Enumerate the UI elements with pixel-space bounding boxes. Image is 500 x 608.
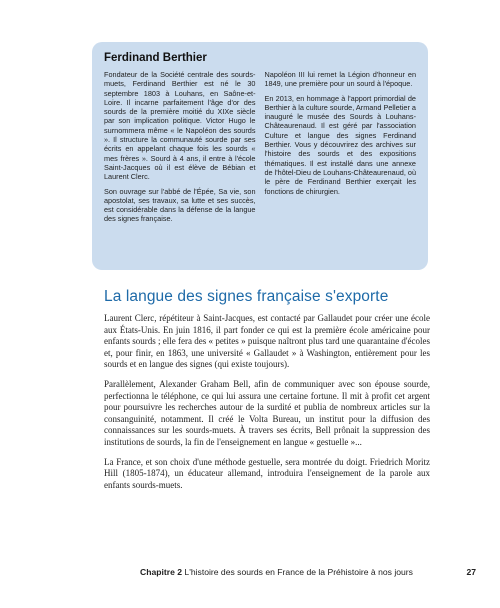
sidebar-paragraph: Fondateur de la Société centrale des sourds-muets, Ferdinand Berthier est né le 30 septembre 1803 à Louhans, en Saône-et-Loire. Il incarne parfaitement l'âge d'or des sourds de la première moitié du XIXe siècle par son implication politique. Victor Hugo le surnommera même « le Napoléon des sourds ». Il structure la communauté sourde par ses écrits en appelant chaque fois les sourds « mes frères ». Sourd à 4 ans, il entre à l'école Saint-Jacques où il est élève de Bébian et Laurent Clerc. xyxy=(104,70,256,182)
section-heading: La langue des signes française s'exporte xyxy=(104,288,389,305)
sidebar-column-left xyxy=(104,70,256,229)
body-paragraph: Laurent Clerc, répétiteur à Saint-Jacques, est contacté par Gallaudet pour créer une école aux États-Unis. En juin 1816, il part fonder ce qui est la première école américaine pour enfants sourds ; elle fera des « petites » puisque naîtront plus tard une quarantaine d'écoles et, pour finir, en 1863, une université « Gallaudet » à Washington, entièrement pour les sourds et en langue des signes (qui existe toujours). xyxy=(104,313,430,370)
page-number: 27 xyxy=(466,567,476,577)
chapter-title: L'histoire des sourds en France de la Préhistoire à nos jours xyxy=(184,567,413,577)
page-footer xyxy=(140,567,476,577)
running-footer xyxy=(140,567,413,577)
sidebar-columns xyxy=(104,70,416,229)
sidebar-title: Ferdinand Berthier xyxy=(104,52,207,64)
chapter-number: Chapitre 2 xyxy=(140,567,183,577)
sidebar-paragraph: Napoléon III lui remet la Légion d'honneur en 1849, une première pour un sourd à l'époque. xyxy=(264,70,416,89)
sidebar-column-right xyxy=(265,70,417,229)
body-paragraph: Parallèlement, Alexander Graham Bell, afin de communiquer avec son épouse sourde, perfectionna le téléphone, ce qui lui assura une certaine fortune. Il mit à profit cet argent pour poursuivre les recherches autour de la surdité et publia de nombreux articles sur la consanguinité, notamment. Il créé le Volta Bureau, un institut pour la diffusion des connaissances sur les sourds-muets. À travers ses écrits, Bell prônait la suppression des institutions de sourds, la fin de l'enseignement en langue « gestuelle »... xyxy=(104,378,430,447)
sidebar-box xyxy=(92,42,428,270)
body-paragraph: La France, et son choix d'une méthode gestuelle, sera montrée du doigt. Friedrich Moritz Hill (1805-1874), un éducateur allemand, introduira l'enseignement de la parole aux enfants sourds-muets. xyxy=(104,456,430,490)
sidebar-paragraph: En 2013, en hommage à l'apport primordial de Berthier à la culture sourde, Armand Pelletier a inauguré le musée des Sourds à Louhans-Châteaurenaud. Il est géré par l'association Culture et langue des signes Ferdinand Berthier. Vous y découvrirez des archives sur l'histoire des sourds et des expositions thématiques. Il est installé dans une annexe de l'hôtel-Dieu de Louhans-Châteaurenaud, où le père de Ferdinand Berthier exerçait les fonctions de chirurgien. xyxy=(264,93,416,196)
sidebar-paragraph: Son ouvrage sur l'abbé de l'Épée, Sa vie, son apostolat, ses travaux, sa lutte et ses succès, est considérable dans la défense de la langue des signes française. xyxy=(104,186,256,224)
body-text xyxy=(104,313,430,499)
